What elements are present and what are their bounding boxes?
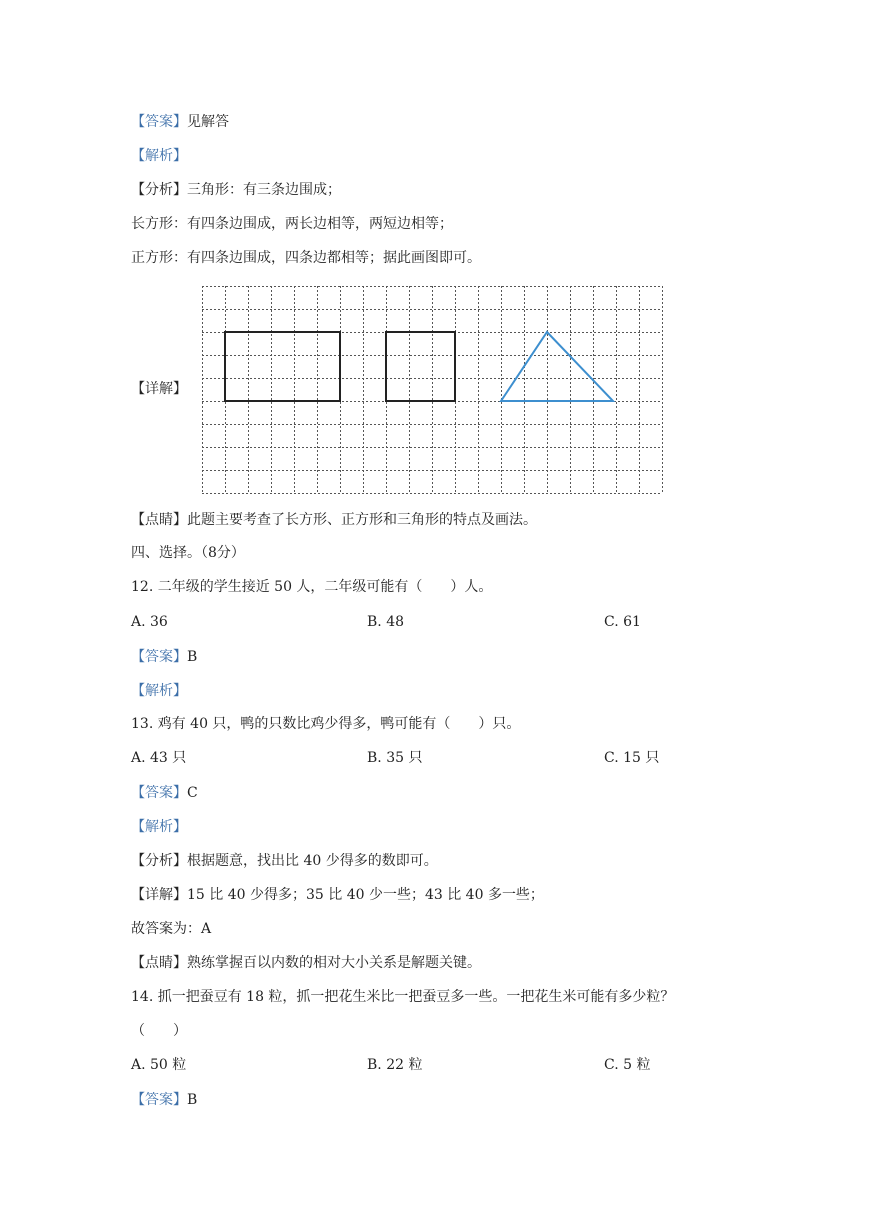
answer-tag: 【答案】 [131,114,187,130]
triangle-shape [501,332,613,401]
q13-option-c: C. 15 只 [604,750,660,766]
shape-grid-figure [202,286,663,499]
q14-question: 14. 抓一把蚕豆有 18 粒，抓一把花生米比一把蚕豆多一些。一把花生米可能有多少粒？ [131,989,675,1005]
q14-answer-line [131,1090,197,1110]
q12-option-c: C. 61 [604,614,641,630]
q13-dianjing: 【点睛】熟练掌握百以内数的相对大小关系是解题关键。 [131,955,481,971]
rect-desc: 长方形：有四条边围成，两长边相等，两短边相等； [131,216,453,232]
section-title: 四、选择。（8分） [131,545,245,561]
q14-option-c: C. 5 粒 [604,1057,651,1073]
q13-analysis-tag: 【解析】 [131,819,187,835]
q13-option-a: A. 43 只 [131,750,187,766]
q14-answer-text: B [187,1092,198,1108]
q13-conclusion: 故答案为：A [131,921,212,937]
dianjing-line-1: 【点睛】此题主要考查了长方形、正方形和三角形的特点及画法。 [131,512,537,528]
q14-option-a: A. 50 粒 [131,1057,187,1073]
q14-answer-tag: 【答案】 [131,1092,187,1108]
grid-svg [202,286,663,495]
fenxi-line-1: 【分析】三角形：有三条边围成； [131,182,341,198]
square-shape [386,332,455,401]
detail-label: 【详解】 [131,381,187,397]
rectangle-shape [225,332,340,401]
q14-option-b: B. 22 粒 [367,1057,423,1073]
answer-text: 见解答 [187,114,229,130]
q13-answer-text: C [187,785,198,801]
q13-option-b: B. 35 只 [367,750,423,766]
q13-fenxi: 【分析】根据题意，找出比 40 少得多的数即可。 [131,853,438,869]
square-desc: 正方形：有四条边围成，四条边都相等；据此画图即可。 [131,250,481,266]
q12-answer-text: B [187,649,198,665]
q13-question: 13. 鸡有 40 只，鸭的只数比鸡少得多，鸭可能有（ ）只。 [131,716,521,732]
q13-answer-tag: 【答案】 [131,785,187,801]
q12-analysis-tag: 【解析】 [131,683,187,699]
q12-option-b: B. 48 [367,614,405,630]
q12-answer-tag: 【答案】 [131,649,187,665]
analysis-tag-1: 【解析】 [131,148,187,164]
answer-line-1 [131,112,229,132]
q13-xiangjie: 【详解】15 比 40 少得多；35 比 40 少一些；43 比 40 多一些； [131,887,544,903]
q12-question: 12. 二年级的学生接近 50 人，二年级可能有（ ）人。 [131,579,493,595]
q12-answer-line [131,647,197,667]
q12-option-a: A. 36 [131,614,168,630]
q13-answer-line [131,783,198,803]
q14-paren: （ ） [131,1023,187,1039]
